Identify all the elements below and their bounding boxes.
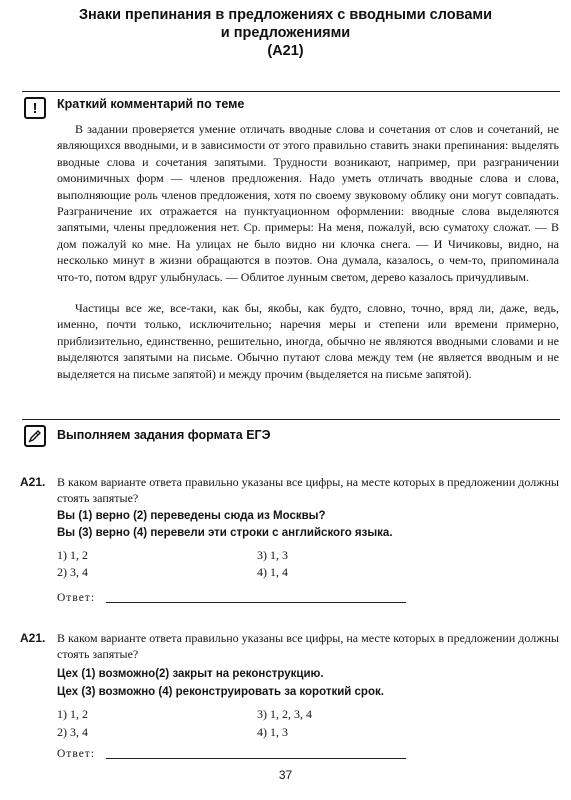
page-number: 37: [278, 768, 293, 782]
pencil-icon: [24, 425, 46, 447]
question-1-sentence-2: Вы (3) верно (4) перевели эти строки с английского языка.: [57, 527, 393, 539]
commentary-paragraph-2: Частицы все же, все-таки, как бы, якобы, как будто, словно, точно, вряд ли, даже, ведь, именно, почти только, исключительно; наречия меры и степени или времени примерно, приблизительно, единственно, решительно, иногда, обычно не являются вводными словами и не выделяются запятыми на письме. Обычно путают слова между тем (не является вводным и не выделяется на письме запятой) и между прочим (выделяется на письме запятой).: [57, 301, 559, 381]
question-2-label: А21.: [20, 631, 46, 645]
question-1-option-4[interactable]: 4) 1, 4: [257, 565, 288, 579]
question-2-option-1[interactable]: 1) 1, 2: [57, 707, 88, 721]
question-2-sentence-2: Цех (3) возможно (4) реконструировать за короткий срок.: [57, 686, 384, 698]
tasks-heading: Выполняем задания формата ЕГЭ: [57, 428, 271, 442]
question-2-answer-label: Ответ:: [57, 748, 96, 760]
question-1-answer-label: Ответ:: [57, 592, 96, 604]
exclamation-icon: !: [24, 97, 46, 119]
tasks-top-rule: [22, 419, 560, 420]
question-1-answer-line[interactable]: [106, 602, 406, 603]
question-2-option-4[interactable]: 4) 1, 3: [257, 725, 288, 739]
title-line-3: (А21): [267, 43, 304, 59]
question-2-prompt: В каком варианте ответа правильно указаны все цифры, на месте которых в предложении должны стоять запятые?: [57, 631, 559, 662]
title-line-1: Знаки препинания в предложениях с вводными словами: [78, 7, 493, 23]
commentary-paragraph-1: В задании проверяется умение отличать вводные слова и сочетания от слов и сочетаний, не являющихся вводными, и в зависимости от этого правильно ставить знаки препинания: выделять вводные слова и сочетания запятыми. Трудности возникают, например, при разграничении омонимичных форм — членов предложения. Надо уметь отличать вводные слова и слова, выполняющие роль членов предложения, хотя по своему звуковому облику они могут совпадать. Разграничение их отражается на пунктуационном оформлении: вводные слова выделяются запятыми, члены предложения нет. Ср. примеры: На меня, пожалуй, всю суматоху сложат. — В дом пожалуй ко мне. На улицах не было видно ни клочка снега. — И Чичиковы, видно, на несколько минут в жизни обращаются в поэтов. Она думала, казалось, о чем-то, припоминала что-то, потом вдруг улыбнулась. — Облитое лунным светом, дерево казалось причудливым.: [57, 122, 559, 284]
question-2-sentence-1: Цех (1) возможно(2) закрыт на реконструкцию.: [57, 668, 324, 680]
question-1-label: А21.: [20, 475, 46, 489]
commentary-top-rule: [22, 91, 560, 92]
page-title: [0, 6, 571, 60]
commentary-heading: Краткий комментарий по теме: [57, 97, 245, 111]
question-1-option-3[interactable]: 3) 1, 3: [257, 548, 288, 562]
question-2-option-2[interactable]: 2) 3, 4: [57, 725, 88, 739]
question-1-prompt: В каком варианте ответа правильно указаны все цифры, на месте которых в предложении должны стоять запятые?: [57, 475, 559, 506]
question-2-option-3[interactable]: 3) 1, 2, 3, 4: [257, 707, 312, 721]
question-1-option-1[interactable]: 1) 1, 2: [57, 548, 88, 562]
question-1-sentence-1: Вы (1) верно (2) переведены сюда из Москвы?: [57, 510, 326, 522]
question-2-answer-line[interactable]: [106, 758, 406, 759]
question-1-option-2[interactable]: 2) 3, 4: [57, 565, 88, 579]
title-line-2: и предложениями: [220, 25, 351, 41]
